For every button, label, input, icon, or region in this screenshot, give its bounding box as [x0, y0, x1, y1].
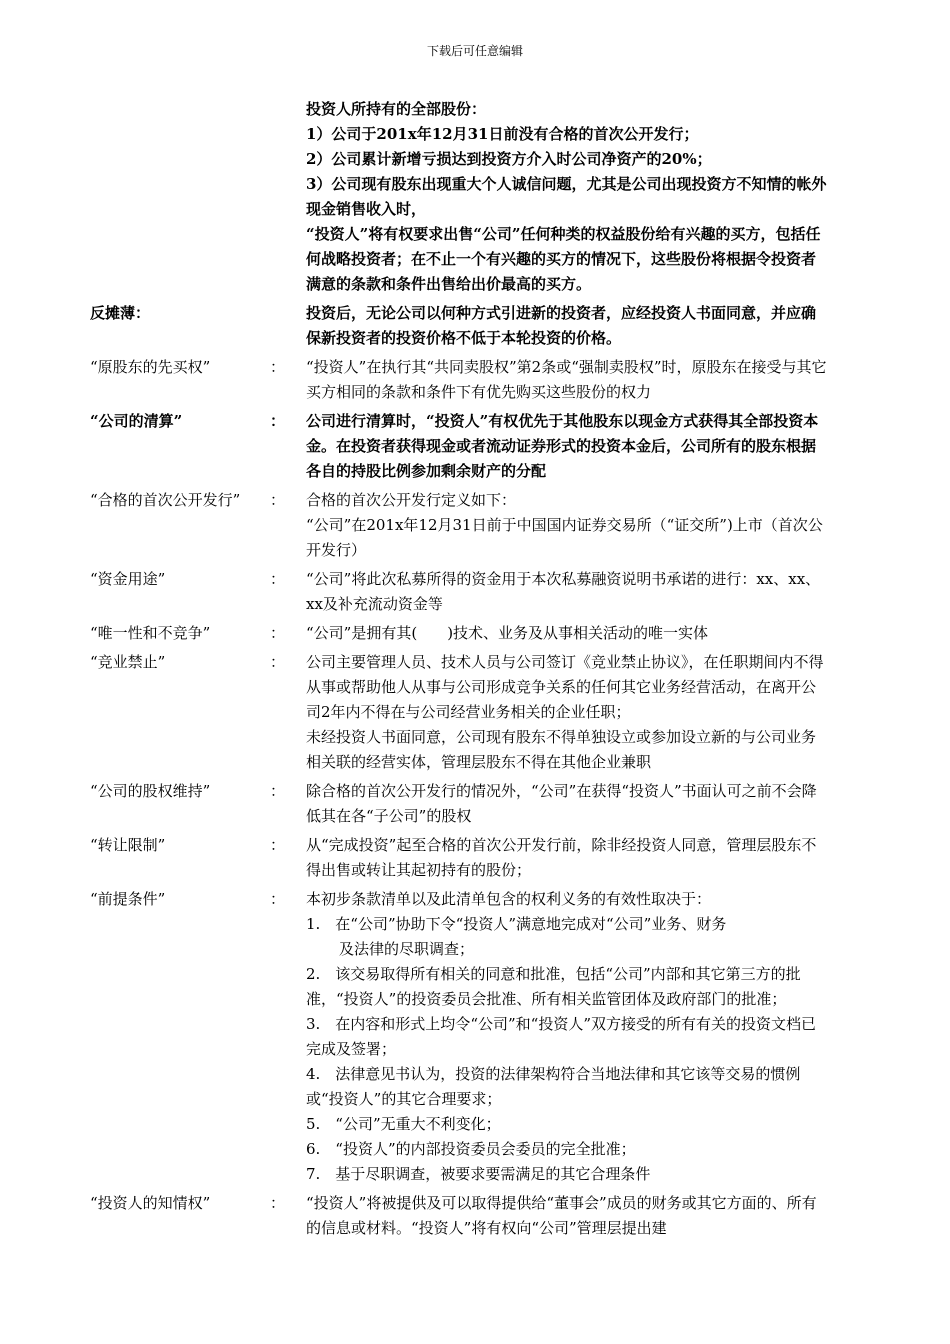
term-text: “公司”在201x年12月31日前于中国国内证券交易所（“证交所”)上市（首次公开发行）	[306, 516, 823, 559]
term-label: “公司的清算”	[90, 412, 183, 430]
term-colon: ：	[270, 491, 286, 509]
term-text: “公司”将此次私募所得的资金用于本次私募融资说明书承诺的进行：xx、xx、xx及补充流动资金等	[306, 570, 821, 613]
page-header: 下载后可任意编辑	[426, 44, 523, 58]
term-body	[306, 409, 830, 484]
term-body	[306, 833, 830, 883]
term-text: 投资人所持有的全部股份：	[306, 100, 487, 118]
term-text: 未经投资人书面同意，公司现有股东不得单独设立或参加设立新的与公司业务相关联的经营实体，管理层股东不得在其他企业兼职	[306, 728, 817, 771]
term-colon: ：	[270, 1194, 286, 1212]
term-text: 除合格的首次公开发行的情况外，“公司”在获得“投资人”书面认可之前不会降低其在各“子公司”的股权	[306, 782, 817, 825]
term-colon: ：	[270, 570, 286, 588]
condition-item: 4. 法律意见书认为，投资的法律架构符合当地法律和其它该等交易的惯例或“投资人”的其它合理要求；	[306, 1065, 801, 1108]
document-body	[90, 97, 840, 1245]
term-colon	[270, 97, 306, 297]
term-label	[90, 97, 270, 297]
term-colon: ：	[270, 782, 286, 800]
condition-item: 3. 在内容和形式上均令“公司”和“投资人”双方接受的所有有关的投资文档已完成及签署；	[306, 1015, 816, 1058]
term-row	[90, 1191, 840, 1241]
term-body	[306, 567, 830, 617]
term-text: 从“完成投资”起至合格的首次公开发行前，除非经投资人同意，管理层股东不得出售或转让其起初持有的股份；	[306, 836, 817, 879]
term-body	[306, 887, 830, 1187]
term-label: “资金用途”	[90, 570, 166, 588]
condition-item: 7. 基于尽职调查，被要求要需满足的其它合理条件	[306, 1165, 651, 1183]
term-body	[306, 97, 830, 297]
term-text: 公司进行清算时，“投资人”有权优先于其他股东以现金方式获得其全部投资本金。在投资者获得现金或者流动证券形式的投资本金后，公司所有的股东根据各自的持股比例参加剩余财产的分配	[306, 412, 819, 480]
condition-item: 2. 该交易取得所有相关的同意和批准，包括“公司”内部和其它第三方的批准，“投资人”的投资委员会批准、所有相关监管团体及政府部门的批准；	[306, 965, 801, 1008]
term-colon: ：	[270, 890, 286, 908]
term-text: 本初步条款清单以及此清单包含的权利义务的有效性取决于：	[306, 890, 712, 908]
condition-item: 1. 在“公司”协助下令“投资人”满意地完成对“公司”业务、财务	[306, 915, 727, 933]
term-body	[306, 1191, 830, 1241]
term-colon: ：	[270, 653, 286, 671]
term-body	[306, 621, 830, 646]
term-body	[306, 301, 830, 351]
term-label: “转让限制”	[90, 836, 166, 854]
term-label: “原股东的先买权”	[90, 358, 211, 376]
term-text: 投资后，无论公司以何种方式引进新的投资者，应经投资人书面同意，并应确保新投资者的投资价格不低于本轮投资的价格。	[306, 304, 817, 347]
term-colon: ：	[270, 624, 286, 642]
condition-item-continuation: 及法律的尽职调查；	[339, 940, 475, 958]
term-body	[306, 488, 830, 563]
term-label: “唯一性和不竞争”	[90, 624, 211, 642]
term-text: “投资人”在执行其“共同卖股权”第2条或“强制卖股权”时，原股东在接受与其它买方相同的条款和条件下有优先购买这些股份的权力	[306, 358, 827, 401]
term-row	[90, 488, 840, 563]
term-row	[90, 621, 840, 646]
term-label: “竞业禁止”	[90, 653, 166, 671]
term-text: “公司”是拥有其( )技术、业务及从事相关活动的唯一实体	[306, 624, 709, 642]
term-text: 合格的首次公开发行定义如下：	[306, 491, 517, 509]
term-text: 1）公司于201x年12月31日前没有合格的首次公开发行；	[306, 125, 699, 143]
term-label: “投资人的知情权”	[90, 1194, 211, 1212]
term-row	[90, 833, 840, 883]
term-row	[90, 301, 840, 351]
term-body	[306, 650, 830, 775]
term-text: 2）公司累计新增亏损达到投资方介入时公司净资产的20%；	[306, 150, 712, 168]
term-label: 反摊薄：	[90, 304, 151, 322]
term-body	[306, 355, 830, 405]
term-row	[90, 409, 840, 484]
term-colon: ：	[270, 358, 286, 376]
term-body	[306, 779, 830, 829]
term-row	[90, 779, 840, 829]
term-label: “合格的首次公开发行”	[90, 491, 241, 509]
term-label: “公司的股权维持”	[90, 782, 211, 800]
term-row	[90, 887, 840, 1187]
condition-item: 6. “投资人”的内部投资委员会委员的完全批准；	[306, 1140, 636, 1158]
term-row	[90, 97, 840, 297]
condition-item: 5. “公司”无重大不利变化；	[306, 1115, 501, 1133]
term-colon: ：	[270, 412, 286, 430]
term-text: “投资人”将被提供及可以取得提供给“董事会”成员的财务或其它方面的、所有的信息或材料。“投资人”将有权向“公司”管理层提出建	[306, 1194, 817, 1237]
term-row	[90, 567, 840, 617]
term-label: “前提条件”	[90, 890, 166, 908]
term-row	[90, 650, 840, 775]
term-row	[90, 355, 840, 405]
term-text: 3）公司现有股东出现重大个人诚信问题，尤其是公司出现投资方不知情的帐外现金销售收入时，	[306, 175, 827, 218]
term-text: 公司主要管理人员、技术人员与公司签订《竞业禁止协议》，在任职期间内不得从事或帮助他人从事与公司形成竞争关系的任何其它业务经营活动，在离开公司2年内不得在与公司经营业务相关的企业任职；	[306, 653, 824, 721]
term-colon	[270, 301, 306, 351]
term-text: “投资人”将有权要求出售“公司”任何种类的权益股份给有兴趣的买方，包括任何战略投资者；在不止一个有兴趣的买方的情况下，这些股份将根据令投资者满意的条款和条件出售给出价最高的买方。	[306, 225, 821, 293]
term-colon: ：	[270, 836, 286, 854]
